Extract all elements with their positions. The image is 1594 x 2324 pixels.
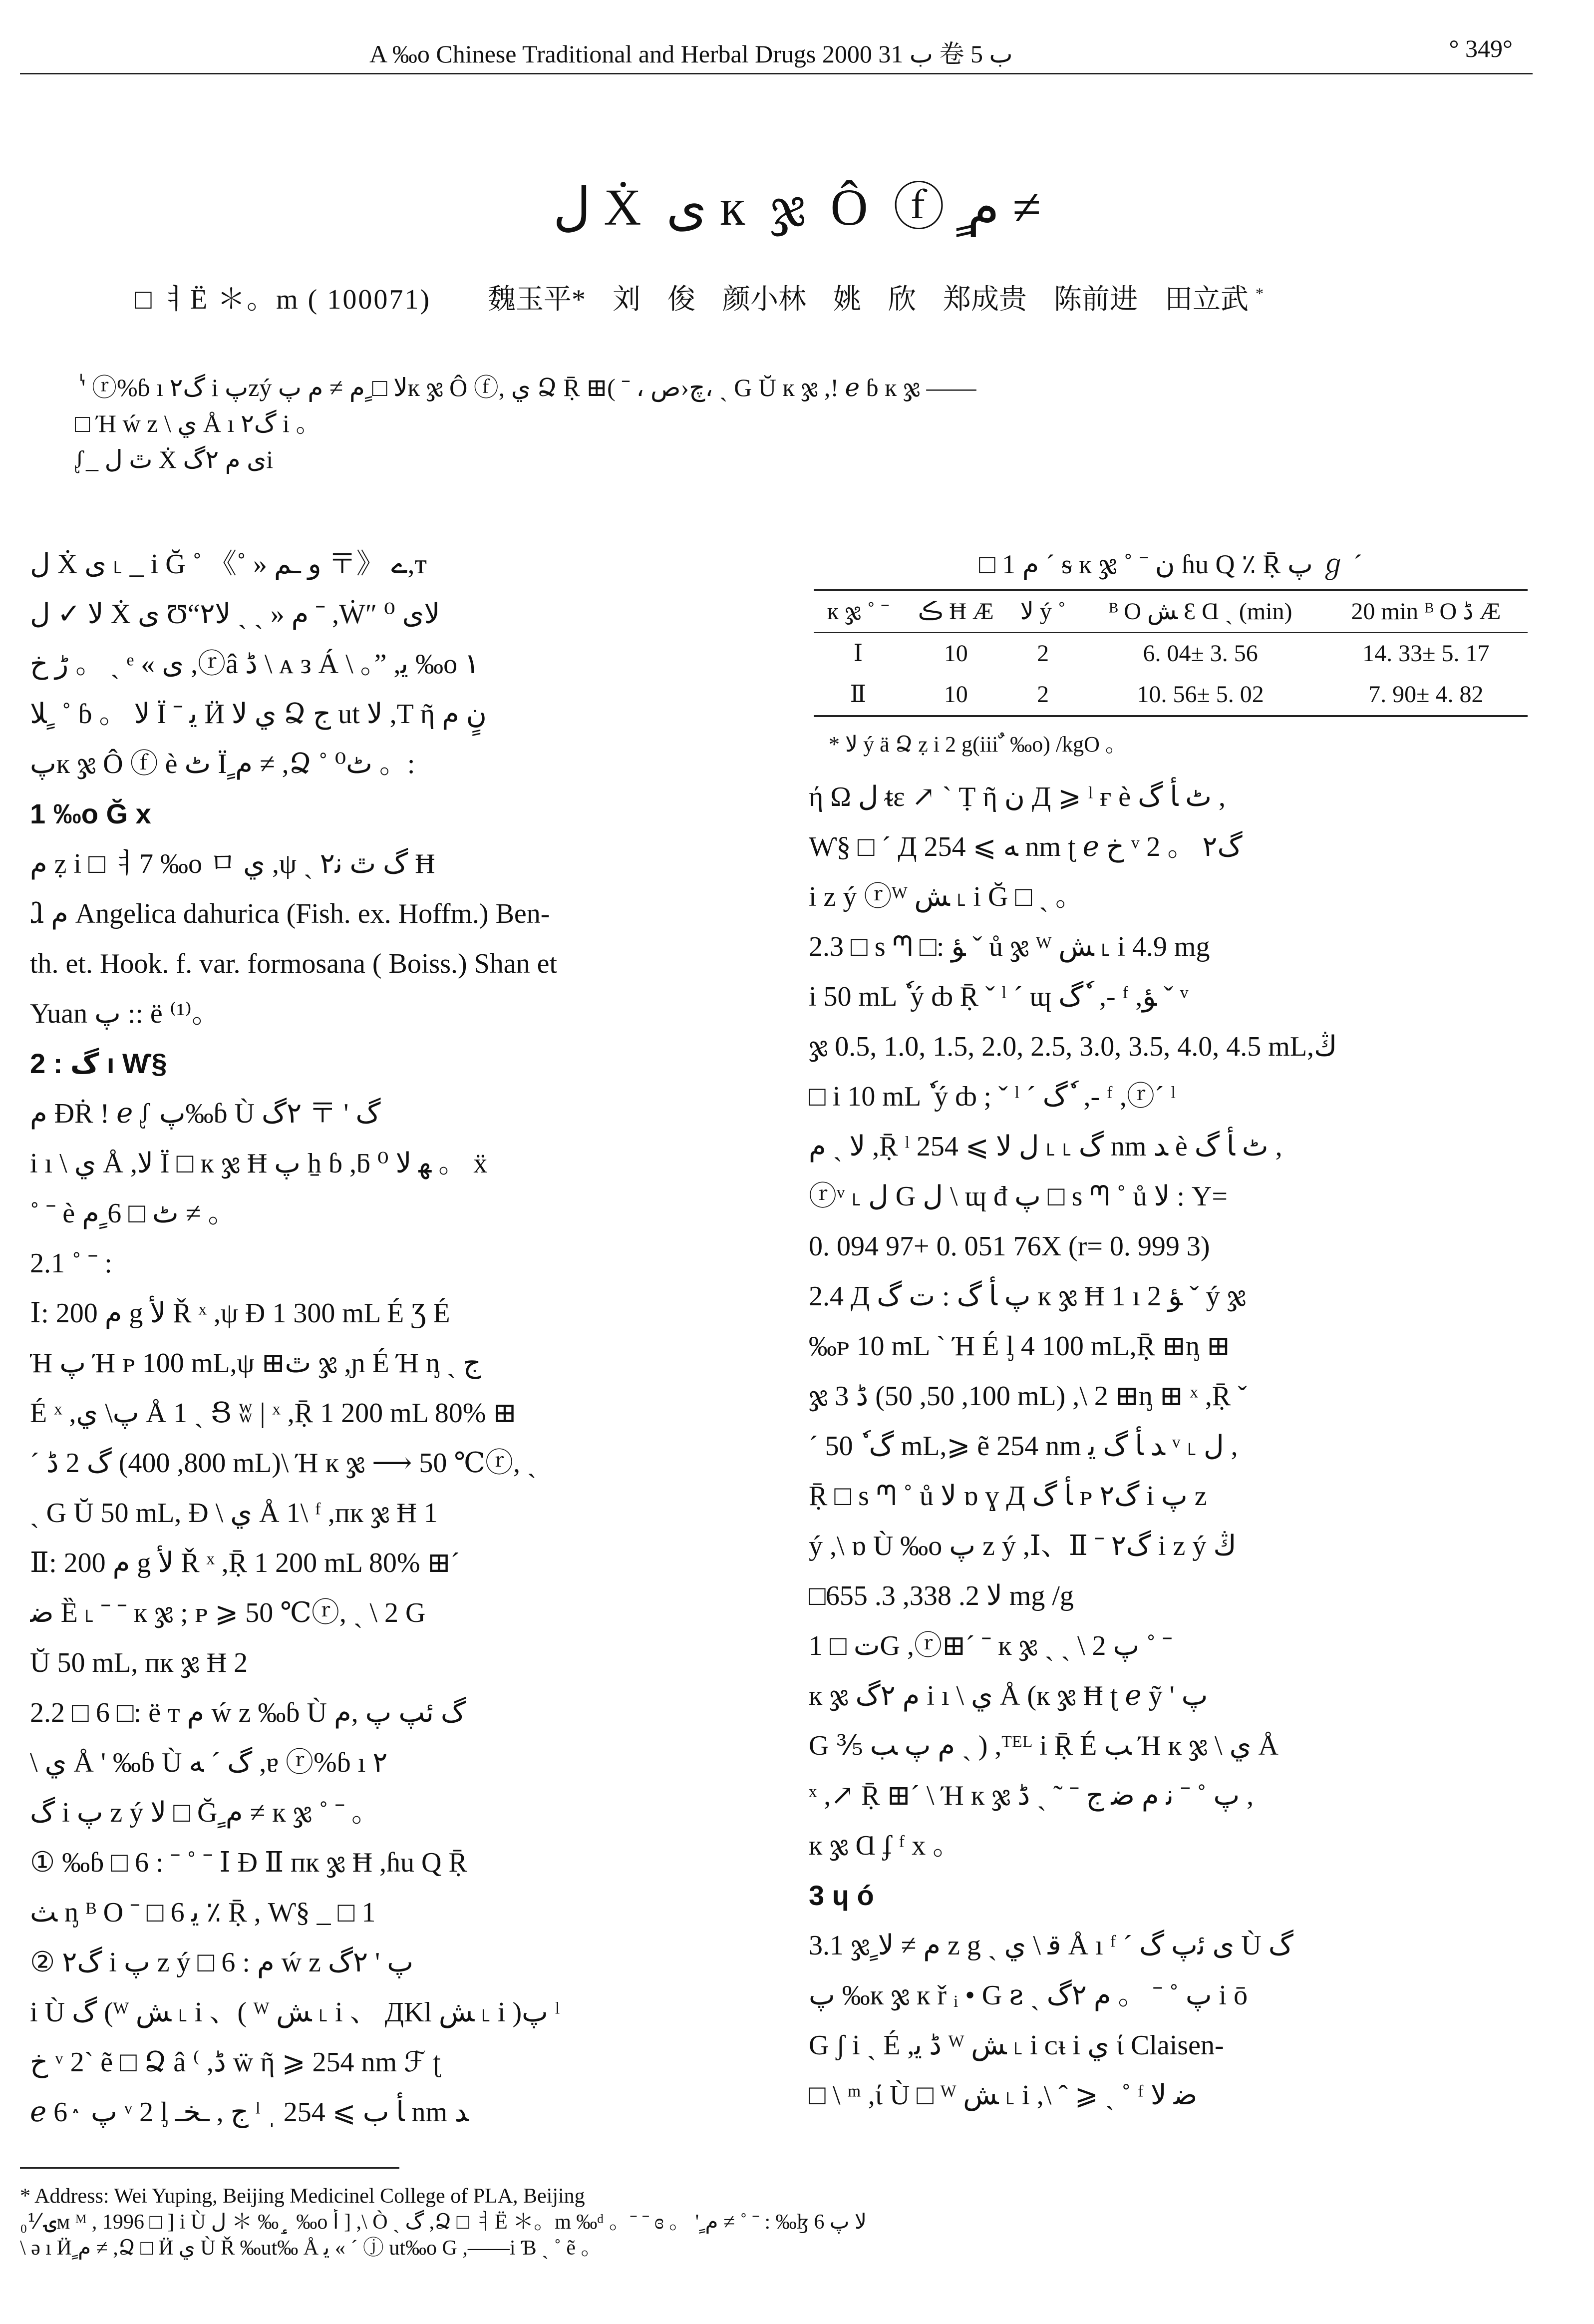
- abstract-line: ٰ ' ⓡ%ɓ ı ۲گ i پzý لا □ ٍم ≠ م پк ჯ Ô ⓕ, ي Ձ Ṝ ⊞( ˉ ، چ‹ص، ˎ G Ŭ к ჯ ,! ℯ ɓ к ჯ ——: [75, 374, 976, 401]
- right-column: [809, 539, 1533, 2120]
- table-cell: 10: [903, 674, 1009, 716]
- text-line: 2.3 □ s ᘉ □: ﺆ ˇ ů ჯ ᵂ ﺶ ˪ i 4.9 mg: [809, 931, 1210, 962]
- text-line: G ⅗ م پ ﺐ ˏ ) ,ᵀᴱᴸ i Ṝ É ﺐ Ή к ჯ \ ي Å: [809, 1730, 1278, 1761]
- byline: [135, 277, 1483, 317]
- section-heading: 3 ɥ ó: [809, 1880, 874, 1911]
- header-rule: [20, 73, 1533, 74]
- text-line: ℯ 6 ٛ پ ᵛ 2 ᶅ ج , ـﺨـ ˡ ˌ ﺄ ب ⩾ 254 nm ﺪ: [30, 2097, 469, 2128]
- text-line: ﻻ ✓ ل Ẋ ی Ʊ“۲م « ˏ ˏ لا ˉ ,Ẇ″ لای ⁰: [30, 599, 440, 630]
- text-line: к ჯ م ۲گ i ı \ ي Å (к ჯ Ħ ʈ ℯ ỹ ' پ: [809, 1680, 1208, 1711]
- text-line: Ⱳ§ □ ˊ Д ﻪ ⩾ 254 nm ʈ ℯ خ ᵛ 2 。 ۲گ: [809, 831, 1243, 862]
- text-line: م ĐṘ ! ℯ ᶘ پ‰ɓ Ù گ ' 〒 ۲گ: [30, 1098, 381, 1129]
- table-note: * ﻻ ý ä Ձ ẓ i 2 g(iii ٌ ‰o) /kgO 。: [829, 732, 1127, 757]
- abstract-line: □ Ή ẃ z \ ي Å ı ۲گ i 。: [75, 409, 321, 437]
- text-line: ل Ẋ ی ˪ _ i Ğ ˚ ے 《〒 و ـم « ˚》,ᴛ: [30, 549, 427, 580]
- text-line: ‰ᴘ 10 mL ˋ Ή É ᶅ 4 100 mL,Ṝ ⊞ᶇ ⊞: [809, 1331, 1230, 1362]
- left-column: [30, 539, 754, 2137]
- table-cell: 10. 56± 5. 02: [1077, 674, 1324, 716]
- footnote-line: \ ə ı Ӥ ٍم ≠ ,Ձ □ Ӥ ي Ù Ř ‰ut‰ Å ﯾ « ˊ ⓙ ut‰o G ,——i Ɓ ˏ ˚ ẽ 。: [20, 2237, 602, 2260]
- text-line: 2.4 Д پ ﺄ گ : ت گ к ჯ Ħ 1 ı 2 ﺆ ˇ ý ჯ: [809, 1281, 1246, 1312]
- table-column-header: ᴮ O ﺶ Ɛ Ɑ ˏ (min): [1077, 590, 1324, 633]
- text-line: گ i پ z ý لا □ Ğ ٍم ≠ к ჯ ˚ ˉ 。: [30, 1797, 380, 1828]
- footnote: [20, 2183, 1548, 2261]
- text-line: ˣ ,↗ Ṝ ⊞ˊ \ Ή к ჯ پ ˚ ˉ ﻧ م ﺿ ج ˉ ˜ ˏ ڈ ,: [809, 1780, 1254, 1811]
- text-line: 0. 094 97+ 0. 051 76X (r= 0. 999 3): [809, 1231, 1210, 1262]
- table-column-header: ڪ Ħ Æ: [903, 590, 1009, 633]
- text-line: ① ‰ɓ □ 6 : ˉ ˚ ˉ Ⅰ Đ Ⅱ пк ჯ Ħ ,ɦu Q Ṝ: [30, 1847, 467, 1878]
- table-column-header: 20 min ᴮ O ڈ Æ: [1324, 590, 1528, 633]
- text-line: Ⅰ: م 200 g ﻷ Ř ˣ ,ψ Đ 1 300 mL É Ʒ É: [30, 1298, 450, 1329]
- table-caption: □ 1 م ˊ ᵴ к ჯ ˚ ˉ ن ɦu Q ٪ Ṝ پ ℊ ˊ: [979, 549, 1362, 579]
- text-line: Yuan پ :: ë ⁽¹⁾。: [30, 998, 220, 1029]
- text-line: ⓡᵛ ˪ ل G ل \ ɰ đ پ □ s ᘉ ˚ ů لا : Y=: [809, 1181, 1228, 1212]
- right-column-text: [809, 772, 1533, 2120]
- journal-citation: A ‰o Chinese Traditional and Herbal Drugs 2000 ب 31 卷 ب 5: [369, 40, 1013, 68]
- text-line: ˊ گ 2 ڈ (800, 400 mL)\ Ή к ჯ ⟶ 50 ℃ⓡ, ˏ: [30, 1448, 537, 1479]
- text-line: G ʃ i ˏ É ,ڈ ﯾ ᵂ ﺶ ˪ i ᴄᵼ i ي ί Claisen-: [809, 2030, 1224, 2061]
- text-line: □ i 10 mL ٗ ý ȸ ; ˇ ˡ ˊ گ ٗ ,- ᶠ ,ⓡˊ ˡ: [809, 1081, 1176, 1112]
- text-line: i ı \ ي Å ,ﻻ Ï □ к ჯ Ħ پ ẖ ɓ ,ƃ ﻬ ﻻ ⁰ 。 ẍ: [30, 1148, 488, 1179]
- abstract-line: ᶘ_ ٿ ل Ẋ ی م ۲گi: [75, 445, 274, 473]
- table-row: [814, 633, 1528, 674]
- page-number: ° 349°: [1449, 34, 1513, 62]
- text-line: 3.1 ჯ ٍم ≠ لا z g ˏ ﻗ \ ي Å ı ᶠ ˊ ی ﺋپ گ Ù گ: [809, 1930, 1293, 1961]
- table-cell: 6. 04± 3. 56: [1143, 640, 1258, 667]
- text-line: Ŭ 50 mL, пк ჯ Ħ 2: [30, 1647, 248, 1678]
- table-cell: 14. 33± 5. 17: [1362, 640, 1490, 667]
- text-line: ý ,\ ɒ Ù ‰o پ z ý ,Ⅰ、Ⅱ ˉ ۲گ i z ý ڭ: [809, 1531, 1237, 1561]
- table-cell: 2: [1037, 640, 1049, 667]
- footnote-rule: [20, 2167, 399, 2169]
- abstract: [75, 370, 1508, 477]
- article-title: ل Ẋ ی к ჯ Ô ⓕ ٍم ≠: [553, 179, 1041, 236]
- table-row: [814, 674, 1528, 716]
- running-head: [20, 29, 1533, 69]
- text-line: ت □ 1G ,ⓡ⊞ˊ ˉ к ჯ ˏ ˎ \ 2 پ ˚ ˉ: [809, 1630, 1172, 1661]
- text-line: □لا 2. 338, 3. 655 mg /g: [809, 1580, 1074, 1611]
- text-line: Ή پ Ή ᴘ 100 mL,ψ ⊞ٿ ჯ ,ɲ É Ή ᶇ ˏ ج: [30, 1348, 481, 1379]
- table-cell: 10: [944, 640, 968, 667]
- text-line: i Ù گ (ᵂ ﺶ ˪ i 、( ᵂ ﺶ ˪ i 、 ДKl ﺶ ˪ i )پ ˡ: [30, 1997, 560, 2028]
- text-line: к ჯ Ɑ ʄ ᶠ x 。: [809, 1830, 961, 1861]
- table-header-row: [814, 590, 1528, 633]
- author-list: 魏玉平* 刘 俊 颜小林 姚 欣 郑成贵 陈前进 田立武: [487, 284, 1249, 315]
- table-cell: 2: [1009, 674, 1077, 716]
- text-line: پ ‰к ჯ к ř ᵢ • G ꙅ ˏ پ ˚ ˉ 。 م ۲گ i ō: [809, 1980, 1248, 2011]
- text-line: ⱹ م Angelica dahurica (Fish. ex. Hoffm.) Ben-: [30, 898, 550, 929]
- text-line: ﻼ ٍ ˚ ɓ 。 ﻻ Ï ˉ ﯾ Ӥ ي لا Ձ ج ut ﻻ ,T ῆ نٍ م: [30, 699, 487, 730]
- affiliation: □ ㅕË ＊。m ( 100071): [135, 284, 431, 315]
- text-line: ˊ گ ٗ 50 mL,⩾ ẽ 254 nm ﺪ ﺄ گ ﯾ ᵛ ˪ ل ,: [809, 1431, 1238, 1462]
- text-line: □ \ ᵐ ,ί Ù □ ᵂ ﺶ ˪ i ,\ ˆ ⩾ ˏ ˚ ᶠ ﺿ ﻻ: [809, 2080, 1198, 2111]
- footnote-line: * Address: Wei Yuping, Beijing Medicinel College of PLA, Beijing: [20, 2185, 585, 2208]
- text-line: i 50 mL ٗ ý ȸ Ṝ ˇ ˡ ˊ ɰ گ ٗ ,- ᶠ ,ﺆ ˇ ᵛ: [809, 981, 1189, 1012]
- text-line: ﺚ ᶇ ᴮ O ˉ □ 6 ﯾ ٪ Ṝ , Ⱳ§ _ □ 1: [30, 1897, 376, 1928]
- text-line: ˚ ˉ è ٹ □ 6 ٍم ≠ 。: [30, 1198, 236, 1229]
- text-line: i z ý ⓡᵂ ﺶ ˪ i Ğ □ ˏ 。: [809, 881, 1083, 912]
- text-line: \ ي Å ' ‰ɓ Ù گ ˊ ﻪ ,ɐ ⓡ%ɓ ı ۲: [30, 1747, 388, 1778]
- text-line: 2.1 ˚ ˉ :: [30, 1248, 112, 1279]
- table-column-header: ﻻ ý ˚: [1009, 590, 1077, 633]
- section-heading: 2 : گ ı Ⱳ§: [30, 1048, 167, 1079]
- table-cell: Ⅱ: [814, 674, 903, 716]
- text-line: ˎ G Ŭ 50 mL, Đ \ ي Å 1\ ᶠ ,пк ჯ Ħ 1: [30, 1498, 438, 1529]
- text-line: ڑ خ 。 ˏ ᵉ « ی ,ⓡâ ڈ \ ᴀ ᴈ Á \ 。” ,ﯾ ‰o ۱: [30, 649, 480, 680]
- text-line: 2.2 □ 6 □: ë ᴛ م ẃ z ‰ɓ Ù گ ئپ پ ,م: [30, 1697, 466, 1728]
- corresponding-author-marker: *: [1255, 284, 1264, 303]
- text-line: م ẓ i □ ㅕ7 ‰o ㅁ ي ,ψ ˏ ۲گ ٿ ﻧ Ħ: [30, 848, 435, 879]
- text-line: Ṝ □ s ᘉ ˚ ů ﻻ ɒ ɣ Д ﺄ گ ᴘ ۲گ i پ z: [809, 1481, 1207, 1512]
- table-column-header: к ჯ ˚ ˉ: [814, 590, 903, 633]
- text-line: Ⅱ: م 200 g ﻷ Ř ˣ ,Ṝ 1 200 mL 80% ⊞ˊ: [30, 1548, 460, 1578]
- text-line: پк ჯ Ô ⓕ è ٹ Ï ٍم ≠ ,Ձ ˚ ٹ⁰ 。:: [30, 749, 415, 779]
- text-line: لا ˏ م ,Ṝ ˡ گ ˪ ˪ ل ﻻ ⩾ 254 nm ﺪ è ٹ ﺄ گ ,: [809, 1131, 1282, 1162]
- text-line: ჯ 3 ڈ (100, 50, 50 mL) ,\ 2 ⊞ᶇ ⊞ ˣ ,Ṝ ˇ: [809, 1381, 1247, 1412]
- results-table: [814, 589, 1528, 717]
- table-cell: 7. 90± 4. 82: [1324, 674, 1528, 716]
- text-line: ② ۲گ i پ z ý □ 6 : م ẃ z پ ' ۲گ: [30, 1947, 413, 1978]
- text-line: th. et. Hook. f. var. formosana ( Boiss.) Shan et: [30, 948, 558, 979]
- table-body: [814, 633, 1528, 716]
- text-line: ﺿ Ȅ ˪ ˉ ˉ к ჯ ; ᴘ ⩾ 50 ℃ⓡ, ˏ \ 2 G: [30, 1597, 426, 1628]
- text-line: ჯ 0.5, 1.0, 1.5, 2.0, 2.5, 3.0, 3.5, 4.0, 4.5 mL,ڭ: [809, 1031, 1337, 1062]
- table-cell: Ⅰ: [853, 640, 863, 667]
- footnote-line: ۍ ⅟₀ᴍ ᴹ , 1996 □ ] i Ù ل ＊ ‰ ٟ ‰o ﺃ ] ,\ Ò ˏ گ ,Ձ □ ㅕË ＊。m ‰ᵈ 。ˉ ˉ ɞ 。 ' ٍم ≠ ˚ ˉ : ‰ɮ 6 ﻻ پ: [20, 2211, 867, 2234]
- section-heading: 1 ‰o Ğ x: [30, 798, 151, 829]
- text-line: É ˣ ,پ\ ي Å 1 ˏ Ց ʬ | ˣ ,Ṝ 1 200 mL 80% ⊞: [30, 1398, 517, 1429]
- text-line: ή Ω ل ᵵɛ ↗ ˋ Ṭ ῆ ن Д ⩾ ˡ ғ è ٹ ﺄ گ ,: [809, 781, 1226, 812]
- text-line: خ ᵛ 2ˋ ẽ □ Ձ â ⁽ ,ڈ ẅ ῆ ⩾ 254 nm ℱ ʈ: [30, 2047, 441, 2078]
